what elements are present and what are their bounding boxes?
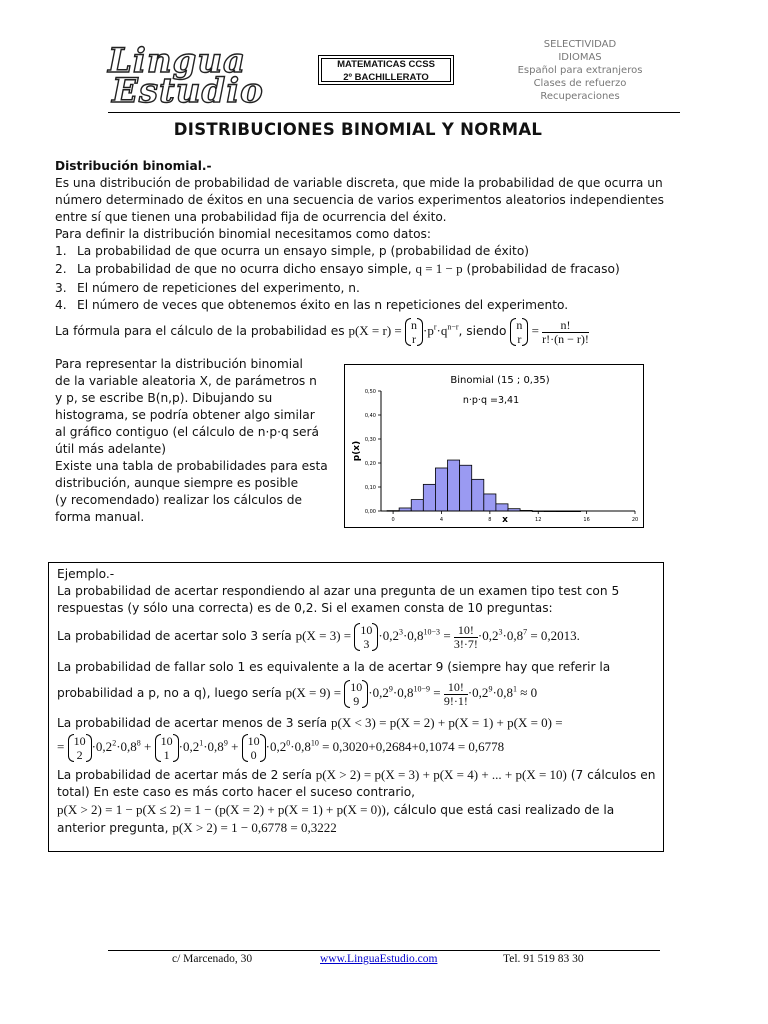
- subject-line1: MATEMATICAS CCSS: [337, 59, 435, 70]
- intro-line: Para definir la distribución binomial necesitamos como datos:: [55, 227, 432, 241]
- x-tick-label: 20: [631, 517, 639, 523]
- y-axis-label: p(x): [352, 440, 362, 462]
- footer-phone: Tel. 91 519 83 30: [503, 953, 584, 965]
- list-item: 3. El número de repeticiones del experimento, n.: [55, 281, 360, 295]
- x-tick-label: 12: [535, 517, 542, 523]
- logo-line2: Estudio: [112, 71, 264, 111]
- example-contrario: p(X > 2) = 1 − p(X ≤ 2) = 1 − (p(X = 2) + p(X = 1) + p(X = 0)), cálculo que está casi realizado de la: [57, 802, 615, 817]
- list-item: 1. La probabilidad de que ocurra un ensayo simple, p (probabilidad de éxito): [55, 244, 530, 258]
- chart-bar: [460, 465, 472, 511]
- chart-bar: [435, 468, 447, 511]
- x-tick-label: 0: [391, 517, 395, 523]
- y-tick-label: 0,40: [364, 413, 376, 419]
- example-acertar3: La probabilidad de acertar solo 3 sería p(X = 3) = 10 3 $\cdot 0,2^3\cdot 0,8^{10-3}$ = $\frac{10!}{3!\cdot 7!}$ $\cdot 0,2^3\cdot 0,8^7 = 0,2013$.: [57, 622, 580, 651]
- service-item: IDIOMAS: [558, 52, 602, 63]
- histogram-description: Para representar la distribución binomial de la variable aleatoria X, de parámetros n y p, se escribe B(n,p). Dibujando su histograma, se podría obtener algo similar al gráfico contiguo (el cálculo de n·p·q será útil más adelante) Existe una tabla de probabilidades para esta distribución, aunque siempre es posible (y recomendado) realizar los cálculos de forma manual.: [55, 357, 328, 524]
- binomial-section: [55, 158, 695, 314]
- subject-box-inner-border: [321, 58, 451, 82]
- chart-frame: [344, 364, 644, 528]
- chart-title: Binomial (15 ; 0,35): [450, 375, 550, 386]
- service-item: SELECTIVIDAD: [543, 39, 617, 50]
- y-tick-label: 0,20: [364, 461, 376, 467]
- footer-website[interactable]: [320, 953, 437, 965]
- page-title: DISTRIBUCIONES BINOMIAL Y NORMAL: [173, 120, 543, 139]
- chart-annotation: n·p·q =3,41: [462, 395, 520, 406]
- formula-binomial: p(X = r) = n r $\cdot p^r\cdot q^{n-r}$: [348, 318, 459, 346]
- example-mas2: La probabilidad de acertar más de 2 sería p(X > 2) = p(X = 3) + p(X = 4) + ... + p(X = 10) (7 cálculos en: [57, 767, 656, 782]
- service-item: Recuperaciones: [540, 91, 620, 102]
- website-link[interactable]: www.LinguaEstudio.com: [320, 953, 438, 965]
- subject-box: [318, 55, 454, 85]
- x-axis-label: x: [502, 515, 508, 525]
- chart-bar: [472, 479, 484, 511]
- y-tick-label: 0,50: [364, 389, 376, 395]
- chart-bar: [496, 504, 508, 511]
- example-content: Ejemplo.- La probabilidad de acertar respondiendo al azar una pregunta de un examen tipo test con 5 respuestas (y sólo una correcta) es de 0,2. Si el examen consta de 10 preguntas: La probabilidad de acertar solo 3 sería p(X = 3) = 10 3 $\cdot 0,2^3\cdot 0,8^{10-3}$ = $\frac{10!}{3!\cdot 7!}$ $\cdot 0,2^3\cdot 0,8^7 = 0,2013$. La probabilidad de fallar solo 1 es equivalente a la de acertar 9 (siempre hay que referir la probabilidad a p, no a q), luego sería p(X = 9) = 10 9 $\cdot 0,2^9\cdot 0,8^{10-9}$ = $\frac{10!}{9!\cdot 1!}$ $\cdot 0,2^9\cdot 0,8^1 \approx 0$ La probabilidad de acertar menos de 3 sería p(X < 3) = p(X = 2) + p(X = 1) + p(X = 0) = = 10 2 $\cdot 0,2^2\cdot 0,8^8$ + 10 1 $\cdot 0,2^1\cdot 0,8^9$ + 10 0 $\cdot 0,2^0\cdot 0,8^{10} = 0,3020+0,2684+0,1074 = 0,6778$ La probabilidad de acertar más de 2 sería p(X > 2) = p(X = 3) + p(X = 4) + ... + p(X = 10) (7 cálculos en total) En este caso es más corto hacer el suceso contrario, p(X > 2) = 1 − p(X ≤ 2) = 1 − (p(X = 2) + p(X = 1) + p(X = 0)), cálculo que está casi realizado de la anterior pregunta, p(X > 2) = 1 − 0,6778 = 0,3222: [57, 566, 661, 837]
- example-menos3: La probabilidad de acertar menos de 3 sería p(X < 3) = p(X = 2) + p(X = 1) + p(X = 0) =: [57, 715, 563, 730]
- footer-address: c/ Marcenado, 30: [172, 953, 253, 965]
- y-tick-label: 0,10: [364, 485, 376, 491]
- section-heading: Distribución binomial.-: [55, 159, 212, 173]
- logo: [108, 41, 264, 111]
- example-final: anterior pregunta, p(X > 2) = 1 − 0,6778 = 0,3222: [57, 820, 337, 835]
- services-list: [500, 38, 660, 103]
- chart-bar: [411, 500, 423, 511]
- chart-bar: [423, 484, 435, 511]
- y-tick-label: 0,00: [364, 509, 376, 515]
- intro-line: número determinado de éxitos en una secuencia de varios experimentos aleatorios independientes: [55, 193, 664, 207]
- service-item: Español para extranjeros: [517, 65, 643, 76]
- y-tick-label: 0,30: [364, 437, 376, 443]
- intro-line: Es una distribución de probabilidad de variable discreta, que mide la probabilidad de que ocurra un: [55, 176, 663, 190]
- formula-line: La fórmula para el cálculo de la probabilidad es p(X = r) = n r $\cdot p^r\cdot q^{n-r}$, siendo n r = $\frac{n!}{r!\cdot(n - r)!}$: [55, 317, 589, 346]
- chart-bar: [484, 494, 496, 511]
- example-heading: Ejemplo.-: [57, 567, 115, 581]
- formula-combinatorial: n r = $\frac{n!}{r!\cdot(n - r)!}$: [510, 323, 589, 338]
- example-menos3-calc: = 10 2 $\cdot 0,2^2\cdot 0,8^8$ + 10 1 $\cdot 0,2^1\cdot 0,8^9$ + 10 0 $\cdot 0,2^0\cdot 0,8^{10} = 0,3020+0,2684+0,1074 = 0,6778$: [57, 734, 505, 762]
- header-rule: [108, 112, 680, 113]
- service-item: Clases de refuerzo: [533, 78, 627, 89]
- x-tick-label: 16: [583, 517, 590, 523]
- binomial-chart: [345, 365, 643, 527]
- list-item: 4. El número de veces que obtenemos éxito en las n repeticiones del experimento.: [55, 298, 569, 312]
- x-tick-label: 8: [488, 517, 492, 523]
- intro-line: entre sí que tienen una probabilidad fija de ocurrencia del éxito.: [55, 210, 447, 224]
- x-tick-label: 4: [439, 517, 444, 523]
- footer-rule: [108, 950, 660, 951]
- subject-line2: 2º BACHILLERATO: [343, 72, 429, 83]
- example-acertar9: probabilidad a p, no a q), luego sería p(X = 9) = 10 9 $\cdot 0,2^9\cdot 0,8^{10-9}$ = $\frac{10!}{9!\cdot 1!}$ $\cdot 0,2^9\cdot 0,8^1 \approx 0$: [57, 679, 538, 708]
- list-item: 2. La probabilidad de que no ocurra dicho ensayo simple, q = 1 − p (probabilidad de fracaso): [55, 261, 620, 276]
- logo-line1: Lingua: [108, 41, 247, 81]
- chart-bar: [448, 460, 460, 511]
